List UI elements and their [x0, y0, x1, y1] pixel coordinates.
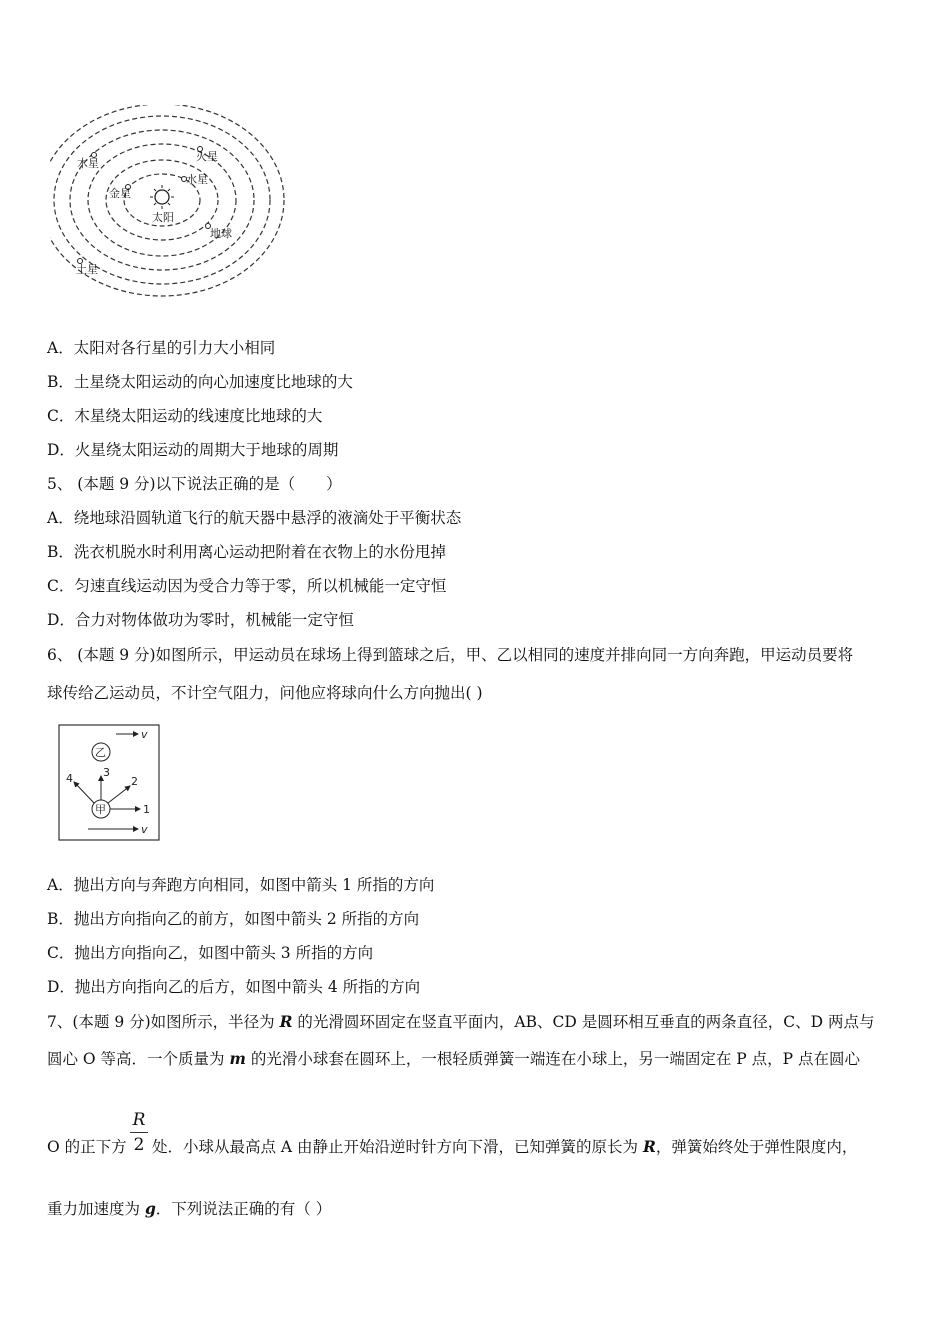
label-arrow-1: 1 [143, 803, 150, 816]
q7-text: 的光滑小球套在圆环上，一根轻质弹簧一端连在小球上，另一端固定在 P 点，P 点在圆心 [245, 1050, 860, 1068]
label-mars: 火星 [196, 150, 218, 163]
label-jia: 甲 [95, 803, 106, 816]
label-arrow-2: 2 [131, 775, 138, 788]
label-sun: 太阳 [152, 211, 174, 224]
label-arrow-3: 3 [103, 766, 110, 779]
label-arrow-4: 4 [66, 772, 73, 785]
label-v-top: v [141, 728, 148, 741]
q6-option-b: B．抛出方向指向乙的前方，如图中箭头 2 所指的方向 [47, 910, 420, 928]
throw-direction-figure [58, 724, 162, 842]
solar-system-figure [50, 105, 285, 305]
q7-text: 的光滑圆环固定在竖直平面内，AB、CD 是圆环相互垂直的两条直径，C、D 两点与 [292, 1013, 875, 1031]
q6-option-d: D．抛出方向指向乙的后方，如图中箭头 4 所指的方向 [47, 978, 421, 996]
q4-option-d: D．火星绕太阳运动的周期大于地球的周期 [47, 441, 339, 459]
label-v-bottom: v [141, 823, 148, 836]
q5-option-b: B．洗衣机脱水时利用离心运动把附着在衣物上的水份甩掉 [47, 543, 446, 561]
q7-stem-line3b [152, 1135, 857, 1157]
q5-option-a: A．绕地球沿圆轨道飞行的航天器中悬浮的液滴处于平衡状态 [47, 509, 462, 527]
q7-stem-line1 [47, 1010, 874, 1032]
math-R: R [279, 1012, 293, 1031]
q7-stem-line3a: O 的正下方 [47, 1138, 127, 1156]
q4-option-c: C．木星绕太阳运动的线速度比地球的大 [47, 407, 323, 425]
sun-icon [150, 185, 174, 209]
label-earth: 地球 [210, 227, 232, 240]
q7-text: 处．小球从最高点 A 由静止开始沿逆时针方向下滑，已知弹簧的原长为 [152, 1138, 643, 1156]
q6-option-a: A．抛出方向与奔跑方向相同，如图中箭头 1 所指的方向 [47, 876, 435, 894]
math-m: m [229, 1049, 246, 1068]
q7-text: ．下列说法正确的有（ ） [155, 1200, 332, 1218]
fraction-denominator: 2 [133, 1135, 145, 1155]
q6-option-c: C．抛出方向指向乙，如图中箭头 3 所指的方向 [47, 944, 374, 962]
q6-stem-line2: 球传给乙运动员，不计空气阻力，问他应将球向什么方向抛出( ) [47, 684, 483, 702]
q7-stem-line4 [47, 1197, 331, 1219]
label-mercury: 水星 [186, 173, 208, 186]
q7-text: 重力加速度为 [47, 1200, 145, 1218]
fraction-bar [130, 1132, 148, 1133]
math-g: g [144, 1199, 156, 1218]
q5-option-c: C．匀速直线运动因为受合力等于零，所以机械能一定守恒 [47, 577, 447, 595]
q7-stem-line2 [47, 1047, 860, 1069]
label-jupiter: 木星 [77, 157, 99, 170]
label-saturn: 土星 [76, 263, 98, 276]
q7-text: 圆心 O 等高．一个质量为 [47, 1050, 230, 1068]
q7-text: 7、(本题 9 分)如图所示，半径为 [47, 1013, 280, 1031]
label-venus: 金星 [109, 187, 131, 200]
math-R: R [642, 1137, 656, 1156]
q7-text: ，弹簧始终处于弹性限度内， [655, 1138, 858, 1156]
label-yi: 乙 [95, 746, 106, 759]
q5-option-d: D．合力对物体做功为零时，机械能一定守恒 [47, 611, 354, 629]
fraction-R-over-2 [130, 1110, 148, 1155]
q6-stem-line1: 6、 (本题 9 分)如图所示，甲运动员在球场上得到篮球之后，甲、乙以相同的速度并排向同一方向奔跑，甲运动员要将 [47, 646, 854, 664]
q5-stem: 5、 (本题 9 分)以下说法正确的是（ ） [47, 475, 342, 493]
q4-option-b: B．土星绕太阳运动的向心加速度比地球的大 [47, 373, 353, 391]
fraction-numerator: R [132, 1110, 146, 1130]
q4-option-a: A．太阳对各行星的引力大小相同 [47, 339, 276, 357]
